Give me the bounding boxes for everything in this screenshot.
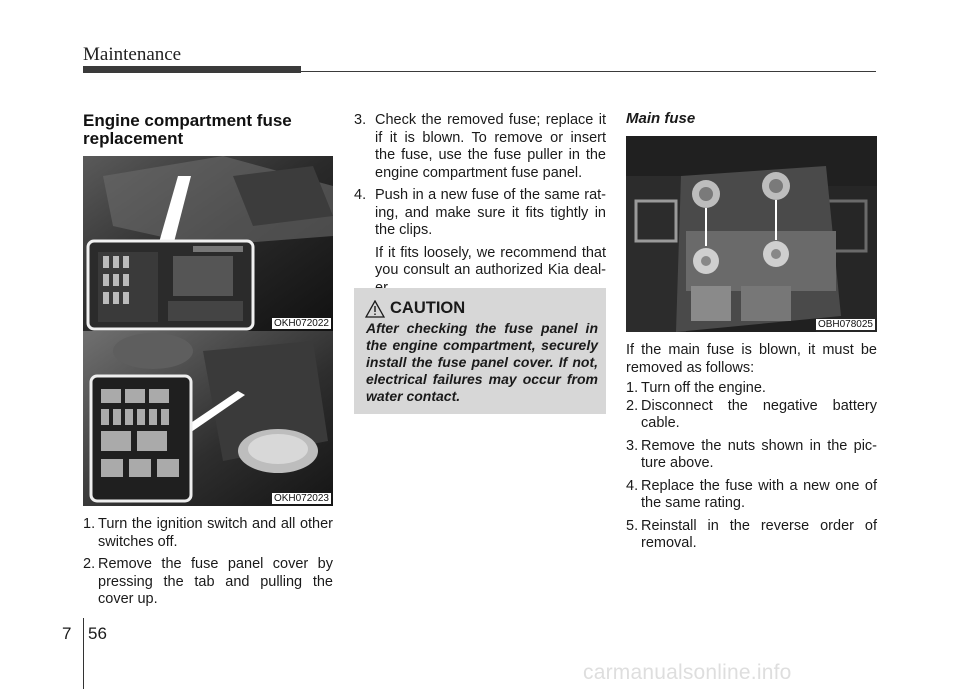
list-item <box>83 556 333 609</box>
step-text: Turn the ignition switch and all other switches off. <box>98 516 333 550</box>
list-item <box>626 380 877 398</box>
step-text: Remove the nuts shown in the pic-ture above. <box>641 437 877 471</box>
warning-triangle-icon <box>365 300 385 318</box>
list-item <box>626 518 877 553</box>
step-number: 3. <box>354 112 367 128</box>
photo-fuse-panel-cover <box>83 331 333 506</box>
photo-code-label: OBH078025 <box>817 319 873 330</box>
list-item <box>354 112 606 182</box>
step-number: 5. <box>626 517 639 534</box>
step-text: Push in a new fuse of the same rat-ing, and make sure it fits tightly in the clips. <box>375 187 606 238</box>
left-steps <box>83 516 333 614</box>
header-rule-thin <box>301 71 876 72</box>
step-text: Turn off the engine. <box>641 380 766 396</box>
step-number: 1. <box>626 380 639 396</box>
step-text: Replace the fuse with a new one of the same rating. <box>641 477 877 511</box>
caution-box <box>354 288 606 414</box>
list-item <box>83 516 333 551</box>
caution-title: CAUTION <box>390 299 466 317</box>
photo-main-fuse <box>626 136 877 332</box>
list-item <box>354 187 606 240</box>
photo-code-label: OKH072023 <box>273 493 329 504</box>
step-number: 3. <box>626 437 639 454</box>
section-title: Maintenance <box>83 44 182 65</box>
step-number: 1. <box>83 516 96 532</box>
step-text: Disconnect the negative battery cable. <box>641 397 877 431</box>
heading-engine-fuse: Engine compartment fuse replacement <box>83 111 292 148</box>
heading-main-fuse: Main fuse <box>626 110 696 127</box>
photo-code-label: OKH072022 <box>273 318 329 329</box>
list-item <box>626 478 877 513</box>
step-number: 4. <box>354 187 367 203</box>
main-fuse-intro: If the main fuse is blown, it must be removed as follows: <box>626 342 877 376</box>
list-item <box>626 438 877 473</box>
watermark: carmanualsonline.info <box>583 661 792 684</box>
step-text: Check the removed fuse; replace it if it is blown. To remove or insert the fuse, use the fuse puller in the engine compartment fuse panel. <box>375 112 606 181</box>
middle-steps <box>354 112 606 297</box>
step-number: 2. <box>83 556 96 572</box>
right-steps <box>626 380 877 558</box>
engine-bay-illustration <box>83 156 333 331</box>
step-number: 2. <box>626 397 639 414</box>
header-rule-thick <box>83 66 301 73</box>
fuse-panel-illustration <box>83 331 333 506</box>
step-note: If it fits loosely, we recommend that you consult an authorized Kia deal- <box>375 244 606 278</box>
step-text: Remove the fuse panel cover by pressing the tab and pulling the cover up. <box>98 556 333 607</box>
main-fuse-illustration <box>626 136 877 332</box>
step-text: Reinstall in the reverse order of removal. <box>641 517 877 551</box>
list-item <box>626 398 877 433</box>
page-number: 56 <box>88 624 107 643</box>
footer-divider <box>83 618 84 689</box>
chapter-number: 7 <box>62 624 72 643</box>
caution-text: After checking the fuse panel in the engine compartment, securely install the fuse panel cover. If not, electrical failures may occur from water contact. <box>366 320 598 404</box>
photo-engine-bay-fuse-box <box>83 156 333 331</box>
step-number: 4. <box>626 477 639 494</box>
